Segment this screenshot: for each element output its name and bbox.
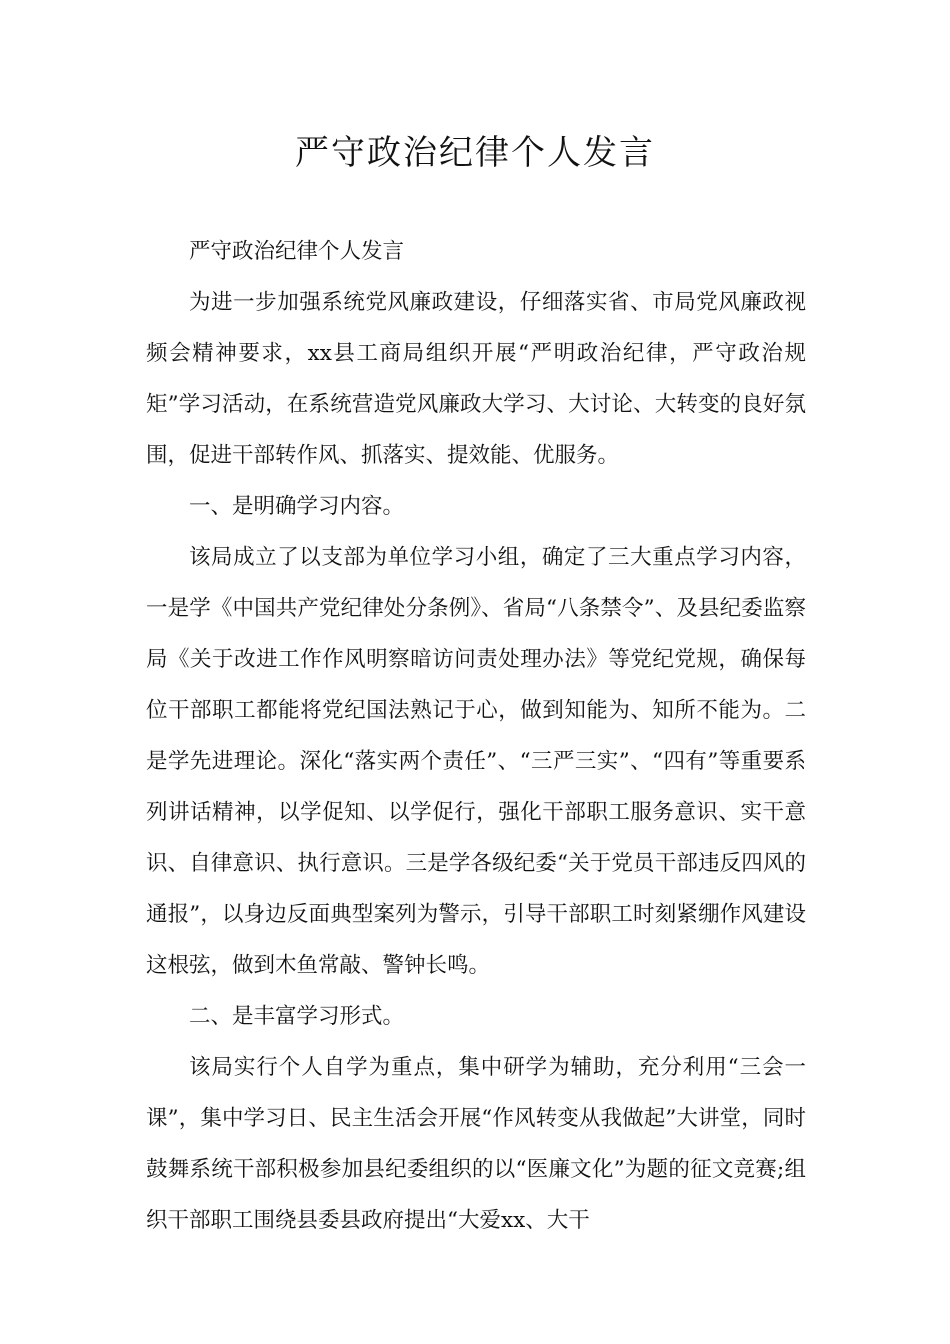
section-heading-2: 二、是丰富学习形式。: [189, 1004, 405, 1029]
paragraph-section-1: 该局成立了以支部为单位学习小组，确定了三大重点学习内容，一是学《中国共产党纪律处分条例》、省局“八条禁令”、及县纪委监察局《关于改进工作作风明察暗访问责处理办法》等党纪党规，确保每位干部职工都能将党纪国法熟记于心，做到知能为、知所不能为。二是学先进理论。深化“落实两个责任”、“三严三实”、“四有”等重要系列讲话精神，以学促知、以学促行，强化干部职工服务意识、实干意识、自律意识、执行意识。三是学各级纪委“关于党员干部违反四风的通报”，以身边反面典型案列为警示，引导干部职工时刻紧绷作风建设这根弦，做到木鱼常敲、警钟长鸣。: [146, 545, 806, 978]
paragraph-section-2: 该局实行个人自学为重点，集中研学为辅助，充分利用“三会一课”，集中学习日、民主生活会开展“作风转变从我做起”大讲堂，同时鼓舞系统干部积极参加县纪委组织的以“医廉文化”为题的征文竞赛;组织干部职工围绕县委县政府提出“大爱xx、大干: [146, 1055, 806, 1233]
paragraph-subtitle: 严守政治纪律个人发言: [189, 239, 405, 264]
document-body: [146, 226, 806, 1246]
document-title: 严守政治纪律个人发言: [295, 133, 655, 173]
paragraph-intro: 为进一步加强系统党风廉政建设，仔细落实省、市局党风廉政视频会精神要求，xx县工商局组织开展“严明政治纪律，严守政治规矩”学习活动，在系统营造党风廉政大学习、大讨论、大转变的良好氛围，促进干部转作风、抓落实、提效能、优服务。: [146, 290, 806, 468]
section-heading-1: 一、是明确学习内容。: [189, 494, 405, 519]
